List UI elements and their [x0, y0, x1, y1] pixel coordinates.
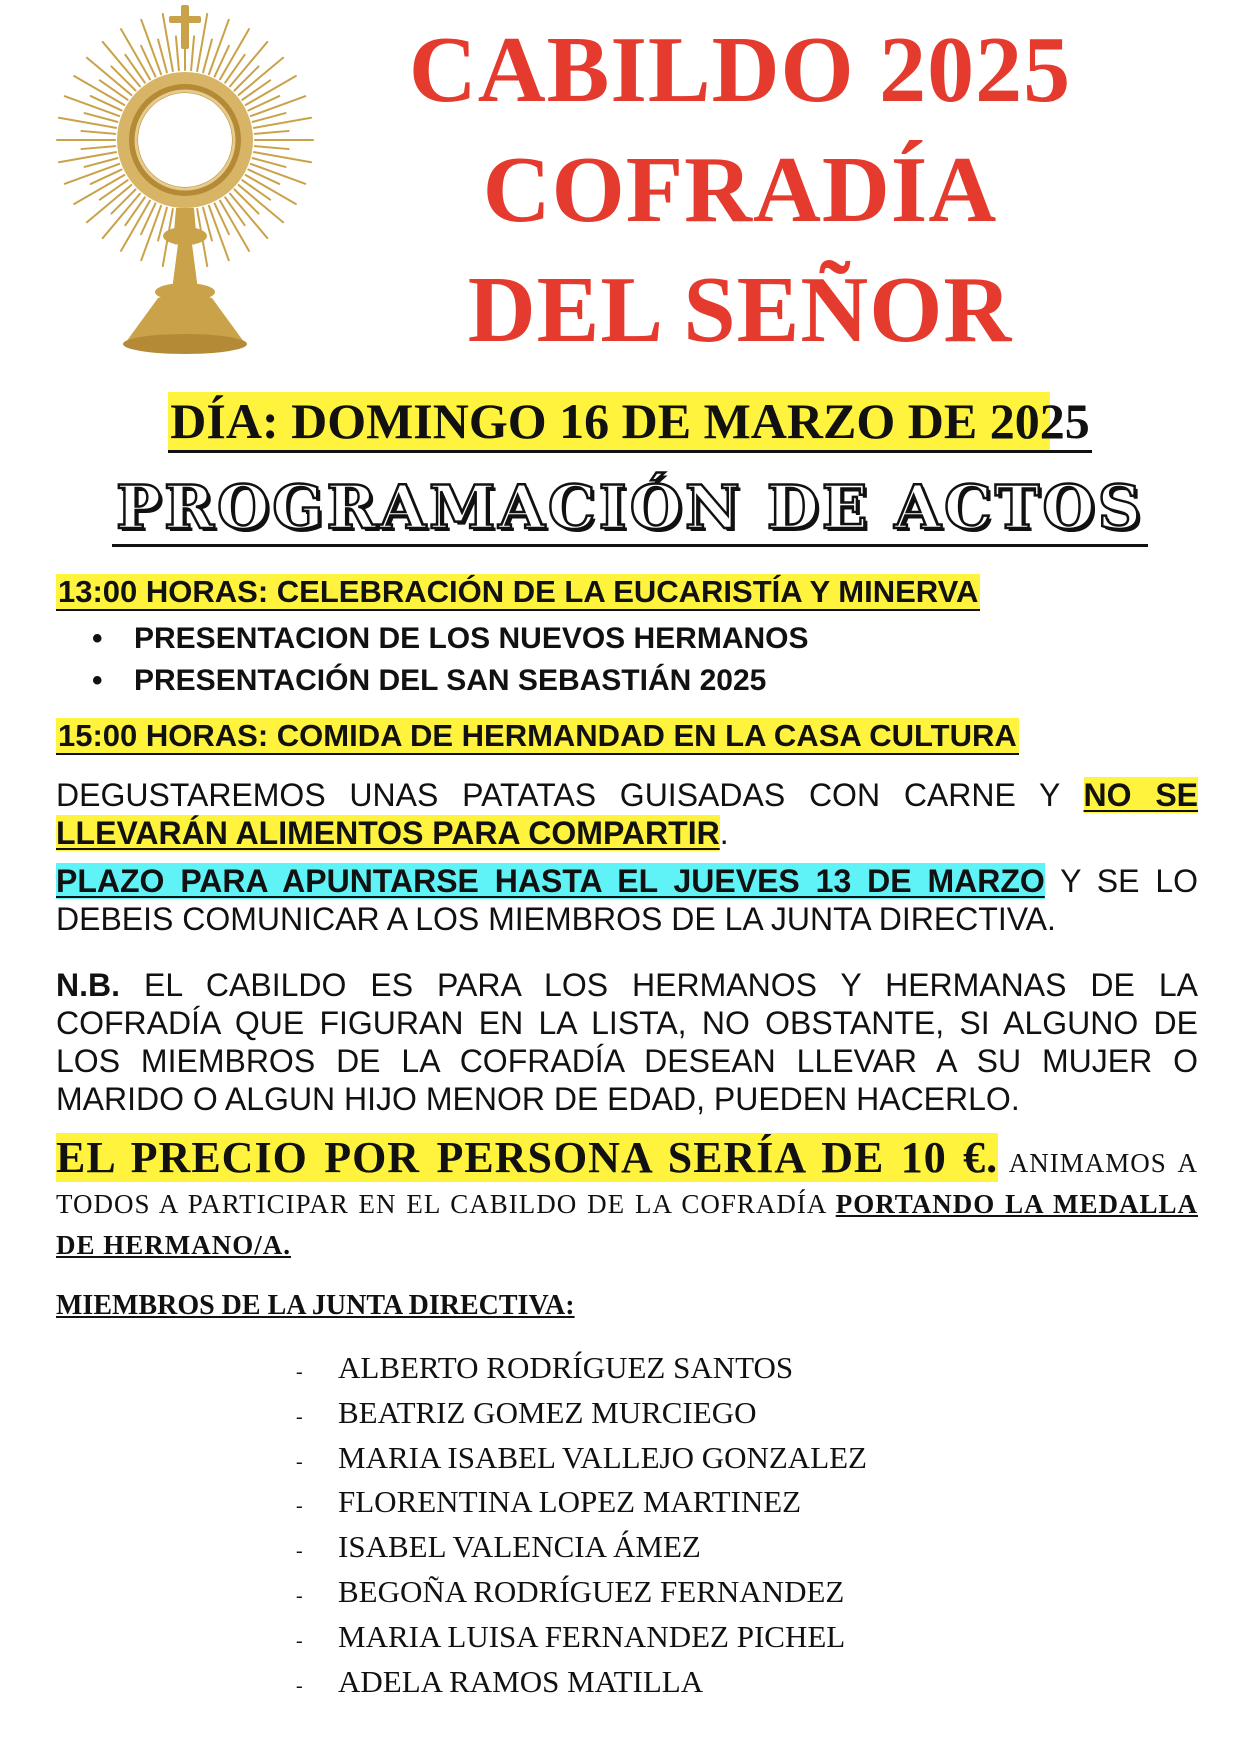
event-date-text: DÍA: DOMINGO 16 DE MARZO DE 2025: [168, 392, 1091, 453]
section-heading-mass-text: 13:00 HORAS: CELEBRACIÓN DE LA EUCARISTÍA Y MINERVA: [58, 574, 979, 609]
price-paragraph: [56, 1130, 1198, 1268]
board-member: - MARIA ISABEL VALLEJO GONZALEZ: [296, 1436, 867, 1481]
mass-activities-list: [92, 618, 809, 702]
signup-text: Y SE LO DEBEIS COMUNICAR A LOS MIEMBROS DE LA JUNTA DIRECTIVA.: [56, 863, 1199, 937]
list-item: • PRESENTACION DE LOS NUEVOS HERMANOS: [92, 618, 809, 660]
section-heading-meal-text: 15:00 HORAS: COMIDA DE HERMANDAD EN LA CASA CULTURA: [58, 718, 1017, 753]
signup-paragraph: [56, 862, 1198, 938]
monstrance-icon: [48, 0, 348, 372]
board-member: - BEGOÑA RODRÍGUEZ FERNANDEZ: [296, 1570, 867, 1615]
price-text: EL PRECIO POR PERSONA SERÍA DE 10 €.: [56, 1133, 999, 1182]
meal-notice: NO SE LLEVARÁN ALIMENTOS PARA COMPARTIR: [56, 777, 1198, 851]
medal-note: PORTANDO LA MEDALLA DE HERMANO/A.: [56, 1189, 1198, 1260]
board-member: - ADELA RAMOS MATILLA: [296, 1660, 867, 1705]
note-text: EL CABILDO ES PARA LOS HERMANOS Y HERMANAS DE LA COFRADÍA QUE FIGURAN EN LA LISTA, NO OBSTANTE, SI ALGUNO DE LOS MIEMBROS DE LA COFRADÍA DESEAN LLEVAR A SU MUJER O MARIDO O ALGUN HIJO MENOR DE EDAD, PUEDEN HACERLO.: [56, 967, 1198, 1117]
signup-deadline: PLAZO PARA APUNTARSE HASTA EL JUEVES 13 DE MARZO: [56, 863, 1045, 899]
program-title: [0, 472, 1260, 547]
board-member: - BEATRIZ GOMEZ MURCIEGO: [296, 1391, 867, 1436]
program-title-text: PROGRAMACIÓN DE ACTOS: [112, 472, 1148, 547]
list-item: • PRESENTACIÓN DEL SAN SEBASTIÁN 2025: [92, 660, 809, 702]
board-member: - ALBERTO RODRÍGUEZ SANTOS: [296, 1346, 867, 1391]
title-line-2: COFRADÍA: [482, 138, 998, 242]
event-date: [0, 392, 1260, 453]
section-heading-meal: [56, 716, 1019, 756]
board-members-title: MIEMBROS DE LA JUNTA DIRECTIVA:: [56, 1290, 575, 1321]
meal-paragraph: [56, 776, 1198, 852]
note-lead: N.B.: [56, 967, 120, 1003]
note-paragraph: [56, 966, 1198, 1118]
price-invitation: ANIMAMOS A TODOS A PARTICIPAR EN EL CABILDO DE LA COFRADÍA: [56, 1148, 1198, 1219]
meal-text: DEGUSTAREMOS UNAS PATATAS GUISADAS CON CARNE Y: [56, 777, 1084, 813]
title-line-3: DEL SEÑOR: [467, 258, 1013, 362]
board-members-list: [296, 1346, 867, 1704]
section-heading-mass: [56, 572, 980, 612]
board-member: - ISABEL VALENCIA ÁMEZ: [296, 1525, 867, 1570]
board-member: - FLORENTINA LOPEZ MARTINEZ: [296, 1480, 867, 1525]
title-line-1: CABILDO 2025: [408, 18, 1072, 122]
meal-period: .: [719, 815, 729, 851]
board-member: - MARIA LUISA FERNANDEZ PICHEL: [296, 1615, 867, 1660]
